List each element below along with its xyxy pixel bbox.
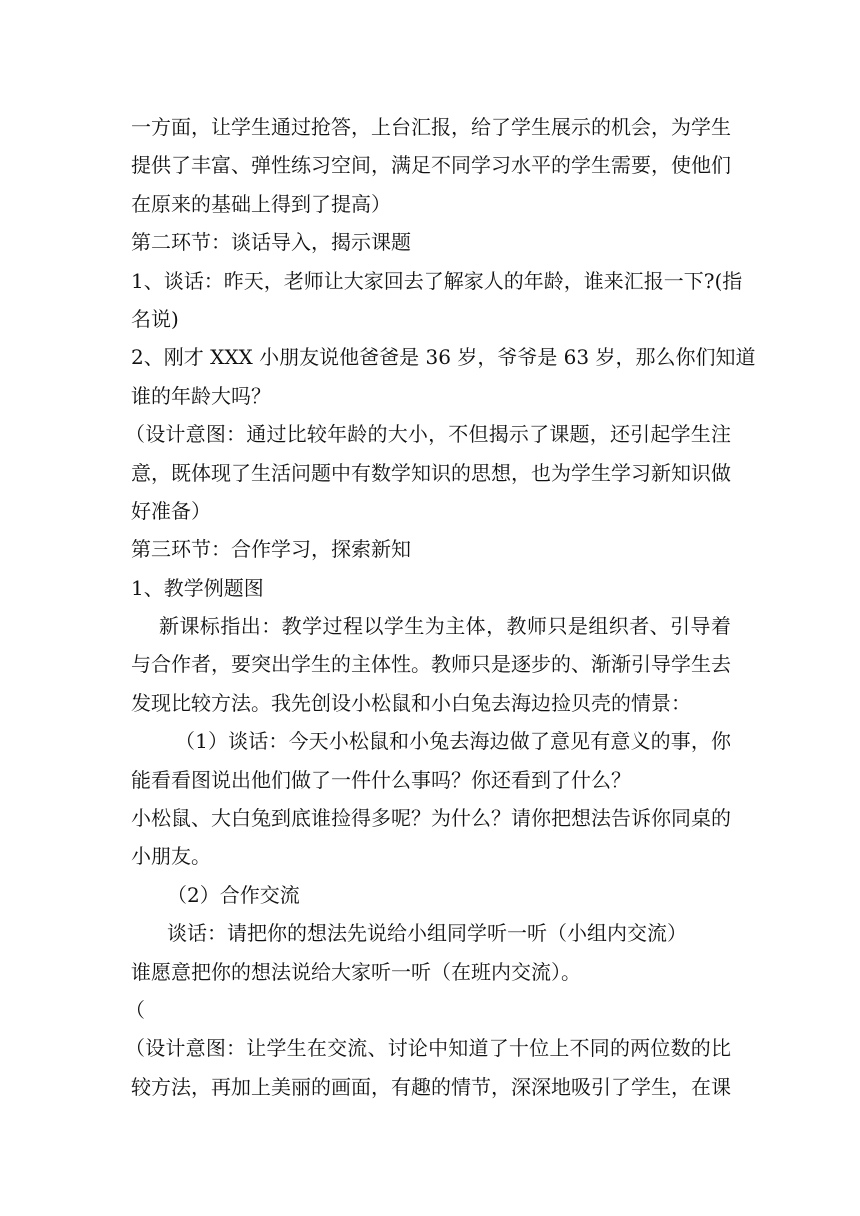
paragraph-line: （设计意图：让学生在交流、讨论中知道了十位上不同的两位数的比 <box>125 1036 731 1061</box>
section-heading: 第三环节：合作学习，探索新知 <box>131 537 411 562</box>
paragraph-line: 谁愿意把你的想法说给大家听一听（在班内交流）。 <box>131 959 581 984</box>
paragraph-line: 谁的年龄大吗？ <box>131 383 271 408</box>
paragraph-line: 2、刚才 XXX 小朋友说他爸爸是 36 岁，爷爷是 63 岁，那么你们知道 <box>131 345 756 370</box>
paragraph-line: 较方法，再加上美丽的画面，有趣的情节，深深地吸引了学生，在课 <box>131 1074 731 1099</box>
paragraph-line: 能看看图说出他们做了一件什么事吗？你还看到了什么？ <box>131 767 631 792</box>
paragraph-line: 一方面，让学生通过抢答，上台汇报，给了学生展示的机会，为学生 <box>131 115 731 139</box>
paragraph-line: （1）谈话：今天小松鼠和小兔去海边做了意见有意义的事，你 <box>175 729 731 754</box>
paragraph-line: 谈话：请把你的想法先说给小组同学听一听（小组内交流） <box>167 921 687 946</box>
paragraph-line: 1、谈话：昨天，老师让大家回去了解家人的年龄，谁来汇报一下?(指 <box>131 268 743 293</box>
paragraph-line: 意，既体现了生活问题中有数学知识的思想，也为学生学习新知识做 <box>131 460 731 485</box>
paragraph-line: 好准备） <box>131 498 211 523</box>
paragraph-line: （设计意图：通过比较年龄的大小，不但揭示了课题，还引起学生注 <box>125 422 731 447</box>
paragraph-line: （ <box>125 997 145 1022</box>
paragraph-line: 小朋友。 <box>131 844 211 869</box>
paragraph-line: 小松鼠、大白兔到底谁捡得多呢？为什么？请你把想法告诉你同桌的 <box>131 806 731 831</box>
paragraph-line: 发现比较方法。我先创设小松鼠和小白兔去海边捡贝壳的情景： <box>131 690 691 715</box>
paragraph-line: 与合作者，要突出学生的主体性。教师只是逐步的、渐渐引导学生去 <box>131 652 731 677</box>
section-heading: 第二环节：谈话导入，揭示课题 <box>131 230 411 255</box>
document-body <box>125 108 756 1106</box>
paragraph-line: 新课标指出：教学过程以学生为主体，教师只是组织者、引导着 <box>159 614 731 639</box>
paragraph-line: 提供了丰富、弹性练习空间，满足不同学习水平的学生需要，使他们 <box>131 153 731 178</box>
paragraph-line: 名说) <box>131 306 179 331</box>
list-item-heading: （2）合作交流 <box>167 882 300 907</box>
paragraph-line: 在原来的基础上得到了提高） <box>131 191 391 216</box>
subsection-heading: 1、教学例题图 <box>131 575 264 600</box>
